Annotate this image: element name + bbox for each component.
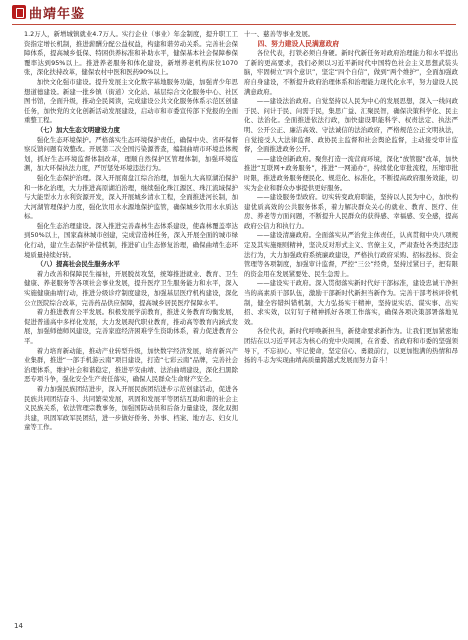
paragraph: 强化生态治理建设。深入推进完善森林生态体系建设，使森林覆盖率达到50%以上，国家森林城市创建，完成营造林任务，深入开展全面的城市绿化行动，建立生态保护补偿机制，推进矿山生态修复治理，确保曲靖生态环境质量持续好转。 — [24, 221, 238, 259]
paragraph: 着力培育新动能，推动产业转型升级，加快数字经济发展，培育新兴产业集群，推进“一部手机游云南”项目建设，打造“七彩云南”品牌，完善社会治理体系，维护社会和谐稳定，推进平安曲靖、法治曲靖建设，深化扫黑除恶专项斗争，强化安全生产责任落实，确保人民群众生命财产安全。 — [24, 346, 238, 384]
paragraph: 各位代表，打铁必须自身硬。新时代新任务对政府治理能力和水平提出了新的更高要求，我们必须以习近平新时代中国特色社会主义思想武装头脑，牢固树立“四个意识”，坚定“四个自信”，做到“两个维护”，全面加强政府自身建设，不断提升政府治理体系和治理能力现代化水平，努力建设人民满意政府。 — [244, 49, 458, 96]
paragraph: 各位代表，新时代呼唤新担当，新使命要求新作为。让我们更加紧密地团结在以习近平同志为核心的党中央周围，在省委、省政府和市委的坚强领导下，不忘初心、牢记使命，坚定信心、勇毅前行，以更加饱满的热情和昂扬的斗志为实现曲靖高质量跨越式发展而努力奋斗！ — [244, 327, 458, 365]
yearbook-logo — [12, 3, 85, 21]
paragraph: ——建设服务型政府。切实转变政府职能，坚持以人民为中心，加快构建优质高效的公共服务体系，着力解决群众关心的就业、教育、医疗、住房、养老等方面问题，不断提升人民群众的获得感、幸福感、安全感，提高政府公信力和执行力。 — [244, 193, 458, 230]
book-icon — [12, 5, 26, 19]
paragraph: ——建设清廉政府。全面落实从严治党主体责任，认真贯彻中央八项规定及其实施细则精神，坚决反对形式主义、官僚主义，严肃查处各类违纪违法行为，大力加强政府系统廉政建设，严格执行政府采购、招标投标、资金管理等各项制度，加强审计监督，严控“三公”经费，坚持过紧日子，把有限的资金用在发展紧要处、民生急需上。 — [244, 231, 458, 278]
paragraph: ——建设创新政府。聚焦打造一流营商环境，深化“放管服”改革，加快推进“互联网+政务服务”，推进“一网通办”，持续优化审批流程，压缩审批时限，推进政务服务便民化、规范化、标准化，不断提高政府服务效能，切实为企业和群众办事提供更好服务。 — [244, 154, 458, 192]
logo-text: 曲靖年鉴 — [29, 6, 86, 22]
paragraph: 加快文化强市建设。提升发展主文化数字基地服务功能，加强青少年思想道德建设。新建一批乡镇（街道）文化站、基层综合文化服务中心、社区图书馆，全面升级，推动全民阅读，完成建设公共文化服务体系示范区创建任务，加快党的文化创新活动发展建设，启动市和市委宣传部下党报的全面重整工程。 — [24, 77, 238, 125]
paragraph: 十一、慈善等事业发展。 — [244, 30, 315, 38]
subsection-heading: （七）加大生态文明建设力度 — [36, 125, 120, 134]
paragraph: 着力推进教育公平发展。积极发展学前教育，推进义务教育均衡发展，促进普通高中多样化发展，大力发展现代职业教育，推动高等教育内涵式发展，加强师德师风建设，完善家庭经济困难学生资助体系，着力促进教育公平。 — [24, 308, 238, 345]
paragraph: ——建设法治政府。自觉坚持以人民为中心的发展思想，深入一线问政于民、问计于民、问需于民，集思广益、汇聚民智，确保决策科学化、民主化、法治化。全面推进依法行政，加快建设职能科学、权责法定、执法严明、公开公正、廉洁高效、守法诚信的法治政府，严格规范公正文明执法，自觉接受人大法律监督、政协民主监督和社会舆论监督，主动接受审计监督，全面推进政务公开。 — [244, 97, 458, 154]
paragraph: 着力改善和保障民生福祉，开展脱贫攻坚，统筹推进就业、教育、卫生健康、养老服务等各项社会事业发展，提升医疗卫生服务能力和水平，深入实施健康曲靖行动，推进分级诊疗制度建设，加强基层医疗机构建设，深化公立医院综合改革，完善药品供应保障，提高城乡居民医疗保障水平。 — [24, 269, 238, 307]
paragraph: 强化生态保护治理。深入开展南盘江综合治理，加强九大高原湖泊保护和一体化治理，大力推进高原湖泊治理，继续强化珠江源区、珠江流域保护与大能型水力水利资源开发，深入开展城乡清水工程，全面推进河长制，加大河湖管理保护力度，强化饮用水水源地保护监管，确保城乡饮用水水质达标。 — [24, 173, 238, 221]
page-header — [0, 0, 468, 24]
paragraph: ——建设实干政府。深入贯彻落实新时代好干部标准，建设忠诚干净担当的高素质干部队伍，激励干部新时代新担当新作为。完善干部考核评价机制，健全容错纠错机制，大力弘扬实干精神，坚持说实话、谋实事、出实招、求实效，以钉钉子精神抓好各项工作落实，确保各项决策部署落地见效。 — [244, 279, 458, 326]
right-column — [244, 30, 458, 366]
left-column — [24, 30, 238, 433]
subsection-heading: （八）提高社会民生服务水平 — [36, 260, 120, 269]
paragraph: 强化生态环境保护。严格落实生态环境保护责任，确保中央、省环保督察反馈问题有效整改。开展第二次全国污染源普查，编制曲靖市环境总体规划，抓好生态环境监督体制改革，理顺自然保护区管理体制，加强环境监测，加大环保执法力度，严厉惩处环境违法行为。 — [24, 135, 238, 173]
header-divider — [12, 24, 456, 25]
section-title: 四、努力建设人民满意政府 — [257, 39, 340, 48]
paragraph: 着力加强民族团结进步，深入开展民族团结进步示范创建活动，促进各民族共同团结奋斗、共同繁荣发展，巩固和发展平等团结互助和谐的社会主义民族关系，依法管理宗教事务，加强国防动员和后备力量建设，深化双拥共建，巩固军政军民团结，进一步做好侨务、外事、档案、地方志、妇女儿童等工作。 — [24, 384, 238, 432]
page-number: 14 — [14, 622, 23, 630]
paragraph: 1.2万人，新增城镇就业4.7万人。实行企业（事业）年金制度，提升职工工资指定增长机制，推进薪酬分配公益权益，构建和谐劳动关系。完善社会保障体系，提高城乡低保、特困供养标准和补助水平，健保基本社会保障参保覆率达到95%以上。推进养老服务和体化建设，新增养老机构床位1070张，深化扶持改革，健保农村中医和医药90%以上。 — [24, 30, 238, 77]
